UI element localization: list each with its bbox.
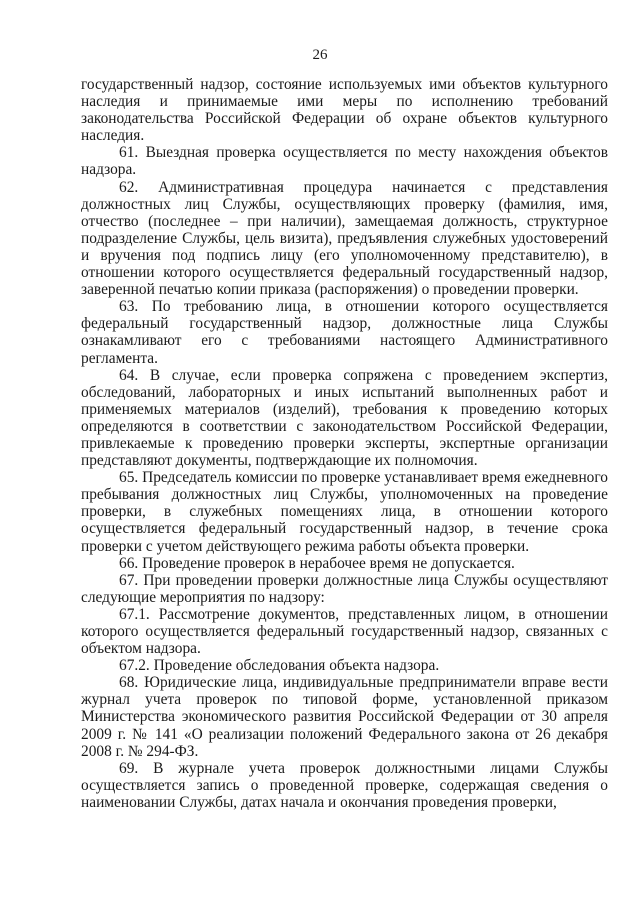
paragraph-69: 69. В журнале учета проверок должностными лицами Службы осуществляется запись о проведенной проверке, содержащая сведения о наименовании Службы, датах начала и окончания проведения проверки, bbox=[81, 759, 608, 811]
paragraph-68: 68. Юридические лица, индивидуальные предприниматели вправе вести журнал учета проверок по типовой форме, установленной приказом Министерства экономического развития Российской Федерации от 30 апреля 2009 г. № 141 «О реализации положений Федерального закона от 26 декабря 2008 г. № 294-ФЗ. bbox=[81, 674, 608, 760]
page-number: 26 bbox=[312, 47, 328, 63]
paragraph-66: 66. Проведение проверок в нерабочее время не допускается. bbox=[119, 554, 515, 572]
paragraph-65: 65. Председатель комиссии по проверке устанавливает время ежедневного пребывания должностных лиц Службы, уполномоченных на проведение проверки, в служебных помещениях лица, в отношении которого осуществляется федеральный государственный надзор, в течение срока проверки с учетом действующего режима работы объекта проверки. bbox=[81, 469, 608, 555]
document-body bbox=[81, 76, 608, 811]
paragraph-63: 63. По требованию лица, в отношении которого осуществляется федеральный государственный надзор, должностные лица Службы ознакамливают его с требованиями настоящего Административного регламента. bbox=[81, 298, 608, 367]
paragraph-64: 64. В случае, если проверка сопряжена с проведением экспертиз, обследований, лабораторных и иных испытаний выполненных работ и применяемых материалов (изделий), требования к проведению которых определяются в соответствии с законодательством Российской Федерации, привлекаемые к проведению проверки эксперты, экспертные организации представляют документы, подтверждающие их полномочия. bbox=[81, 366, 608, 470]
paragraph-62: 62. Административная процедура начинается с представления должностных лиц Службы, осуществляющих проверку (фамилия, имя, отчество (последнее – при наличии), замещаемая должность, структурное подразделение Службы, цель визита), предъявления служебных удостоверений и вручения под подпись лицу (его уполномоченному представителю), в отношении которого осуществляется федеральный государственный надзор, заверенной печатью копии приказа (распоряжения) о проведении проверки. bbox=[81, 178, 608, 299]
paragraph-continuation: государственный надзор, состояние используемых ими объектов культурного наследия и принимаемые ими меры по исполнению требований законодательства Российской Федерации об охране объектов культурного наследия. bbox=[81, 76, 608, 145]
paragraph-67-1: 67.1. Рассмотрение документов, представленных лицом, в отношении которого осуществляется федеральный государственный надзор, связанных с объектом надзора. bbox=[81, 605, 608, 658]
paragraph-67-2: 67.2. Проведение обследования объекта надзора. bbox=[119, 657, 440, 675]
paragraph-61: 61. Выездная проверка осуществляется по месту нахождения объектов надзора. bbox=[81, 144, 608, 179]
paragraph-67: 67. При проведении проверки должностные лица Службы осуществляют следующие мероприятия по надзору: bbox=[81, 571, 608, 606]
